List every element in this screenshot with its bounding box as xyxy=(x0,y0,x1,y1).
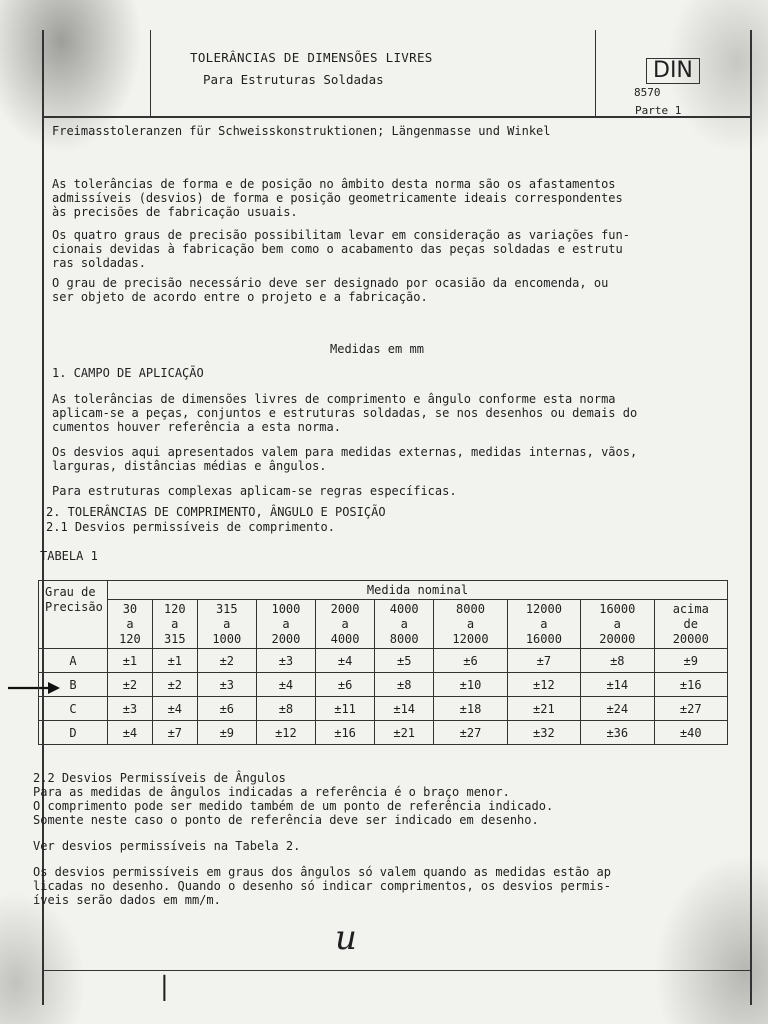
table-row xyxy=(39,673,728,697)
section-1-heading: 1. CAMPO DE APLICAÇÃO xyxy=(52,366,204,380)
header-divider-right xyxy=(595,30,596,117)
section-1-line: As tolerâncias de dimensões livres de comprimento e ângulo conforme esta norma xyxy=(52,392,616,406)
intro-line: admissíveis (desvios) de forma e posição geometricamente ideais correspondentes xyxy=(52,191,623,205)
table-cell: ±1 xyxy=(152,649,197,673)
table-cell: ±8 xyxy=(256,697,315,721)
table-cell: ±7 xyxy=(507,649,580,673)
section-2-2-line: Para as medidas de ângulos indicadas a referência é o braço menor. xyxy=(33,785,510,799)
table-row xyxy=(39,721,728,745)
grade-cell: B xyxy=(39,673,108,697)
intro-line: O grau de precisão necessário deve ser designado por ocasião da encomenda, ou xyxy=(52,276,609,290)
grade-header-line: Grau de xyxy=(45,585,96,599)
section-2-2-line: O comprimento pode ser medido também de um ponto de referência indicado. xyxy=(33,799,554,813)
header-divider-left xyxy=(150,30,151,117)
section-1-line: aplicam-se a peças, conjuntos e estruturas soldadas, se nos desenhos ou demais do xyxy=(52,406,638,420)
table-cell: ±21 xyxy=(375,721,434,745)
table-cell: ±1 xyxy=(108,649,153,673)
table-cell: ±14 xyxy=(375,697,434,721)
german-title: Freimasstoleranzen für Schweisskonstruktionen; Längenmasse und Winkel xyxy=(52,124,551,138)
din-part-label: Parte 1 xyxy=(635,104,682,117)
table-cell: ±36 xyxy=(581,721,654,745)
table-cell: ±21 xyxy=(507,697,580,721)
table-row xyxy=(39,649,728,673)
table-cell: ±3 xyxy=(108,697,153,721)
table-cell: ±4 xyxy=(256,673,315,697)
range-header: acima de 20000 xyxy=(654,600,728,649)
range-header: 12000 a 16000 xyxy=(507,600,580,649)
footer-rule xyxy=(42,970,752,971)
din-standard-number: 8570 xyxy=(634,86,661,99)
table-cell: ±14 xyxy=(581,673,654,697)
tolerance-table xyxy=(38,580,728,745)
range-header: 4000 a 8000 xyxy=(375,600,434,649)
section-2-2-line: íveis serão dados em mm/m. xyxy=(33,893,221,907)
table-cell: ±6 xyxy=(434,649,507,673)
units-note: Medidas em mm xyxy=(330,342,424,356)
section-2-2-line: Os desvios permissíveis em graus dos ângulos só valem quando as medidas estão ap xyxy=(33,865,611,879)
table-cell: ±2 xyxy=(108,673,153,697)
table-cell: ±2 xyxy=(152,673,197,697)
table-cell: ±2 xyxy=(197,649,256,673)
section-2-heading: 2. TOLERÂNCIAS DE COMPRIMENTO, ÂNGULO E POSIÇÃO xyxy=(46,505,386,519)
table-cell: ±18 xyxy=(434,697,507,721)
intro-line: ras soldadas. xyxy=(52,256,146,270)
intro-line: às precisões de fabricação usuais. xyxy=(52,205,298,219)
range-header: 120 a 315 xyxy=(152,600,197,649)
table-cell: ±3 xyxy=(197,673,256,697)
table-cell: ±10 xyxy=(434,673,507,697)
range-header: 315 a 1000 xyxy=(197,600,256,649)
table-cell: ±4 xyxy=(108,721,153,745)
table-cell: ±9 xyxy=(654,649,728,673)
range-header: 2000 a 4000 xyxy=(316,600,375,649)
table-cell: ±32 xyxy=(507,721,580,745)
footer-mark: | xyxy=(160,972,169,1002)
nominal-measure-header: Medida nominal xyxy=(108,581,728,600)
table-cell: ±4 xyxy=(316,649,375,673)
section-2-1-heading: 2.1 Desvios permissíveis de comprimento. xyxy=(46,520,335,534)
table-cell: ±8 xyxy=(375,673,434,697)
section-1-line: Os desvios aqui apresentados valem para medidas externas, medidas internas, vãos, xyxy=(52,445,638,459)
table-cell: ±6 xyxy=(316,673,375,697)
table-cell: ±12 xyxy=(507,673,580,697)
range-header: 1000 a 2000 xyxy=(256,600,315,649)
range-header: 8000 a 12000 xyxy=(434,600,507,649)
grade-column-header xyxy=(39,581,108,649)
table-cell: ±9 xyxy=(197,721,256,745)
table-cell: ±4 xyxy=(152,697,197,721)
section-2-2-line: Ver desvios permissíveis na Tabela 2. xyxy=(33,839,301,853)
section-2-2-line: Somente neste caso o ponto de referência deve ser indicado em desenho. xyxy=(33,813,539,827)
document-title: TOLERÂNCIAS DE DIMENSÕES LIVRES xyxy=(190,50,433,65)
table-row xyxy=(39,697,728,721)
section-2-2-heading: 2.2 Desvios Permissíveis de Ângulos xyxy=(33,771,286,785)
intro-line: As tolerâncias de forma e de posição no âmbito desta norma são os afastamentos xyxy=(52,177,616,191)
frame-right-border xyxy=(750,30,752,1005)
table-cell: ±8 xyxy=(581,649,654,673)
intro-line: ser objeto de acordo entre o projeto e a fabricação. xyxy=(52,290,428,304)
table-cell: ±3 xyxy=(256,649,315,673)
table-label: TABELA 1 xyxy=(40,549,98,563)
table-cell: ±7 xyxy=(152,721,197,745)
section-2-2-line: licadas no desenho. Quando o desenho só indicar comprimentos, os desvios permis- xyxy=(33,879,611,893)
table-cell: ±27 xyxy=(654,697,728,721)
grade-cell: D xyxy=(39,721,108,745)
section-1-line: larguras, distâncias médias e ângulos. xyxy=(52,459,327,473)
document-subtitle: Para Estruturas Soldadas xyxy=(203,72,384,87)
table-cell: ±16 xyxy=(316,721,375,745)
intro-line: Os quatro graus de precisão possibilitam levar em consideração as variações fun- xyxy=(52,228,630,242)
table-cell: ±16 xyxy=(654,673,728,697)
intro-line: cionais devidas à fabricação bem como o acabamento das peças soldadas e estrutu xyxy=(52,242,623,256)
handwritten-initial: u xyxy=(335,918,357,958)
din-logo: DIN xyxy=(646,58,700,84)
table-cell: ±40 xyxy=(654,721,728,745)
table-cell: ±11 xyxy=(316,697,375,721)
section-1-line: cumentos houver referência a esta norma. xyxy=(52,420,341,434)
section-1-line: Para estruturas complexas aplicam-se regras específicas. xyxy=(52,484,457,498)
table-cell: ±24 xyxy=(581,697,654,721)
range-header: 16000 a 20000 xyxy=(581,600,654,649)
grade-cell: A xyxy=(39,649,108,673)
grade-header-line: Precisão xyxy=(45,600,103,614)
table-cell: ±27 xyxy=(434,721,507,745)
grade-cell: C xyxy=(39,697,108,721)
table-cell: ±12 xyxy=(256,721,315,745)
frame-left-border xyxy=(42,30,44,1005)
range-header: 30 a 120 xyxy=(108,600,153,649)
table-cell: ±6 xyxy=(197,697,256,721)
table-cell: ±5 xyxy=(375,649,434,673)
